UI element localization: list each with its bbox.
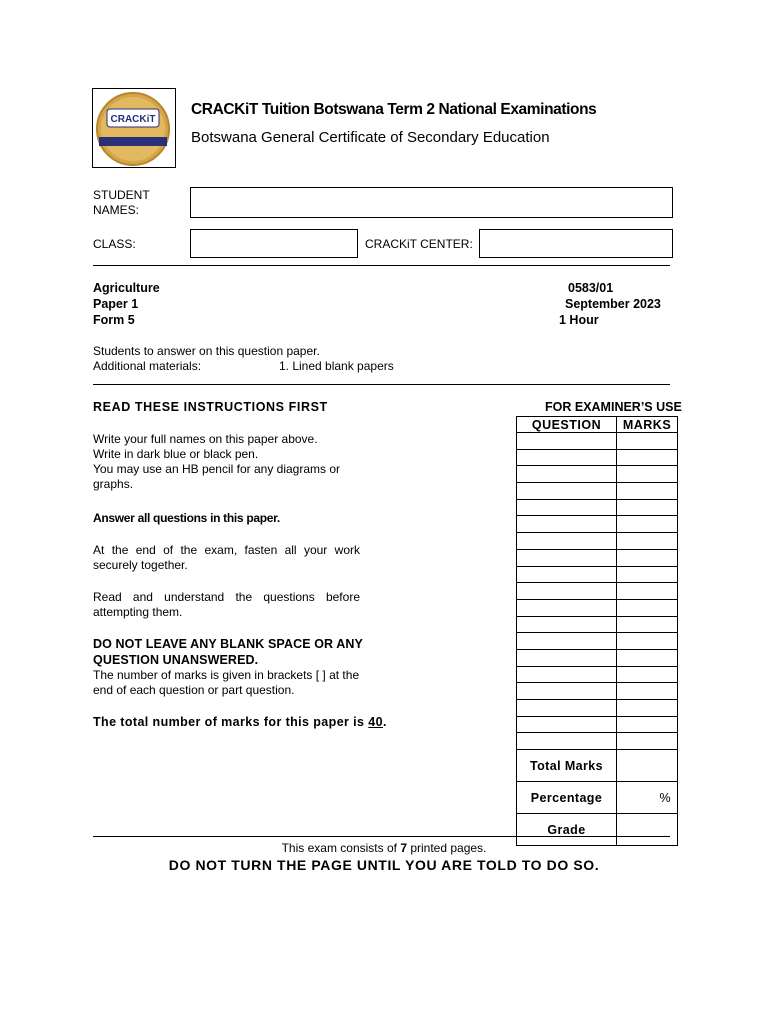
class-label: CLASS: (93, 237, 136, 251)
table-row (517, 683, 678, 700)
total-marks-row (517, 750, 678, 782)
exam-title: CRACKiT Tuition Botswana Term 2 National Examinations (191, 101, 597, 118)
logo-frame (92, 88, 176, 168)
instructions-para-1: Write your full names on this paper above. Write in dark blue or black pen. You may use an HB pencil for any diagrams or graphs. (93, 432, 341, 491)
table-row (517, 499, 678, 516)
examiner-use-title: FOR EXAMINER’S USE (545, 400, 682, 414)
percentage-cell[interactable]: % (617, 782, 678, 814)
materials-label: Additional materials: (93, 359, 202, 373)
divider (93, 265, 670, 266)
col-marks-header: MARKS (617, 417, 678, 433)
total-marks-statement: The total number of marks for this paper is 40. (93, 715, 387, 729)
center-label: CRACKiT CENTER: (365, 237, 473, 251)
total-marks-value: 40 (368, 715, 384, 729)
table-row (517, 649, 678, 666)
class-field[interactable] (190, 229, 358, 258)
percentage-label: Percentage (517, 782, 617, 814)
paper-info-left (93, 280, 160, 328)
page-count-note: This exam consists of 7 printed pages. (281, 841, 487, 855)
table-row (517, 483, 678, 500)
table-row (517, 616, 678, 633)
paper-code: 0583/01 (568, 281, 614, 295)
exam-date: September 2023 (565, 297, 661, 311)
student-names-label: STUDENT NAMES: (93, 188, 150, 217)
table-row (517, 516, 678, 533)
instructions-para-2: At the end of the exam, fasten all your work securely together. (93, 543, 360, 572)
table-row (517, 533, 678, 550)
total-marks-label: Total Marks (517, 750, 617, 782)
materials-item: 1. Lined blank papers (279, 359, 394, 373)
table-row (517, 566, 678, 583)
table-row (517, 549, 678, 566)
examiner-marks-table (516, 416, 678, 846)
table-row (517, 700, 678, 717)
grade-label: Grade (517, 814, 617, 846)
table-row (517, 583, 678, 600)
materials-line: Students to answer on this question paper. (93, 344, 320, 358)
table-row (517, 633, 678, 650)
table-row (517, 666, 678, 683)
instructions-heading: READ THESE INSTRUCTIONS FIRST (93, 400, 328, 414)
table-row (517, 733, 678, 750)
divider (93, 384, 670, 385)
table-row (517, 599, 678, 616)
subject: Agriculture (93, 281, 160, 295)
blank-space-warning: DO NOT LEAVE ANY BLANK SPACE OR ANY QUESTION UNANSWERED. (93, 637, 363, 667)
instructions-para-3: Read and understand the questions before attempting them. (93, 590, 360, 619)
exam-duration: 1 Hour (559, 313, 599, 327)
percentage-row (517, 782, 678, 814)
center-field[interactable] (479, 229, 673, 258)
table-row (517, 466, 678, 483)
exam-subtitle: Botswana General Certificate of Secondary Education (191, 129, 550, 146)
col-question-header: QUESTION (517, 417, 617, 433)
total-marks-cell[interactable] (617, 750, 678, 782)
table-row (517, 449, 678, 466)
instructions-para-4: The number of marks is given in brackets [ ] at the end of each question or part question. (93, 668, 360, 697)
table-row (517, 716, 678, 733)
crackit-logo (93, 89, 175, 167)
paper-number: Paper 1 (93, 297, 139, 311)
form-level: Form 5 (93, 313, 135, 327)
page-count: 7 (400, 841, 407, 855)
divider (93, 836, 670, 837)
student-names-field[interactable] (190, 187, 673, 218)
table-row (517, 433, 678, 450)
logo-text: CRACKiT (110, 114, 156, 125)
do-not-turn-warning: DO NOT TURN THE PAGE UNTIL YOU ARE TOLD TO DO SO. (168, 857, 600, 873)
answer-all-instruction: Answer all questions in this paper. (93, 511, 280, 525)
